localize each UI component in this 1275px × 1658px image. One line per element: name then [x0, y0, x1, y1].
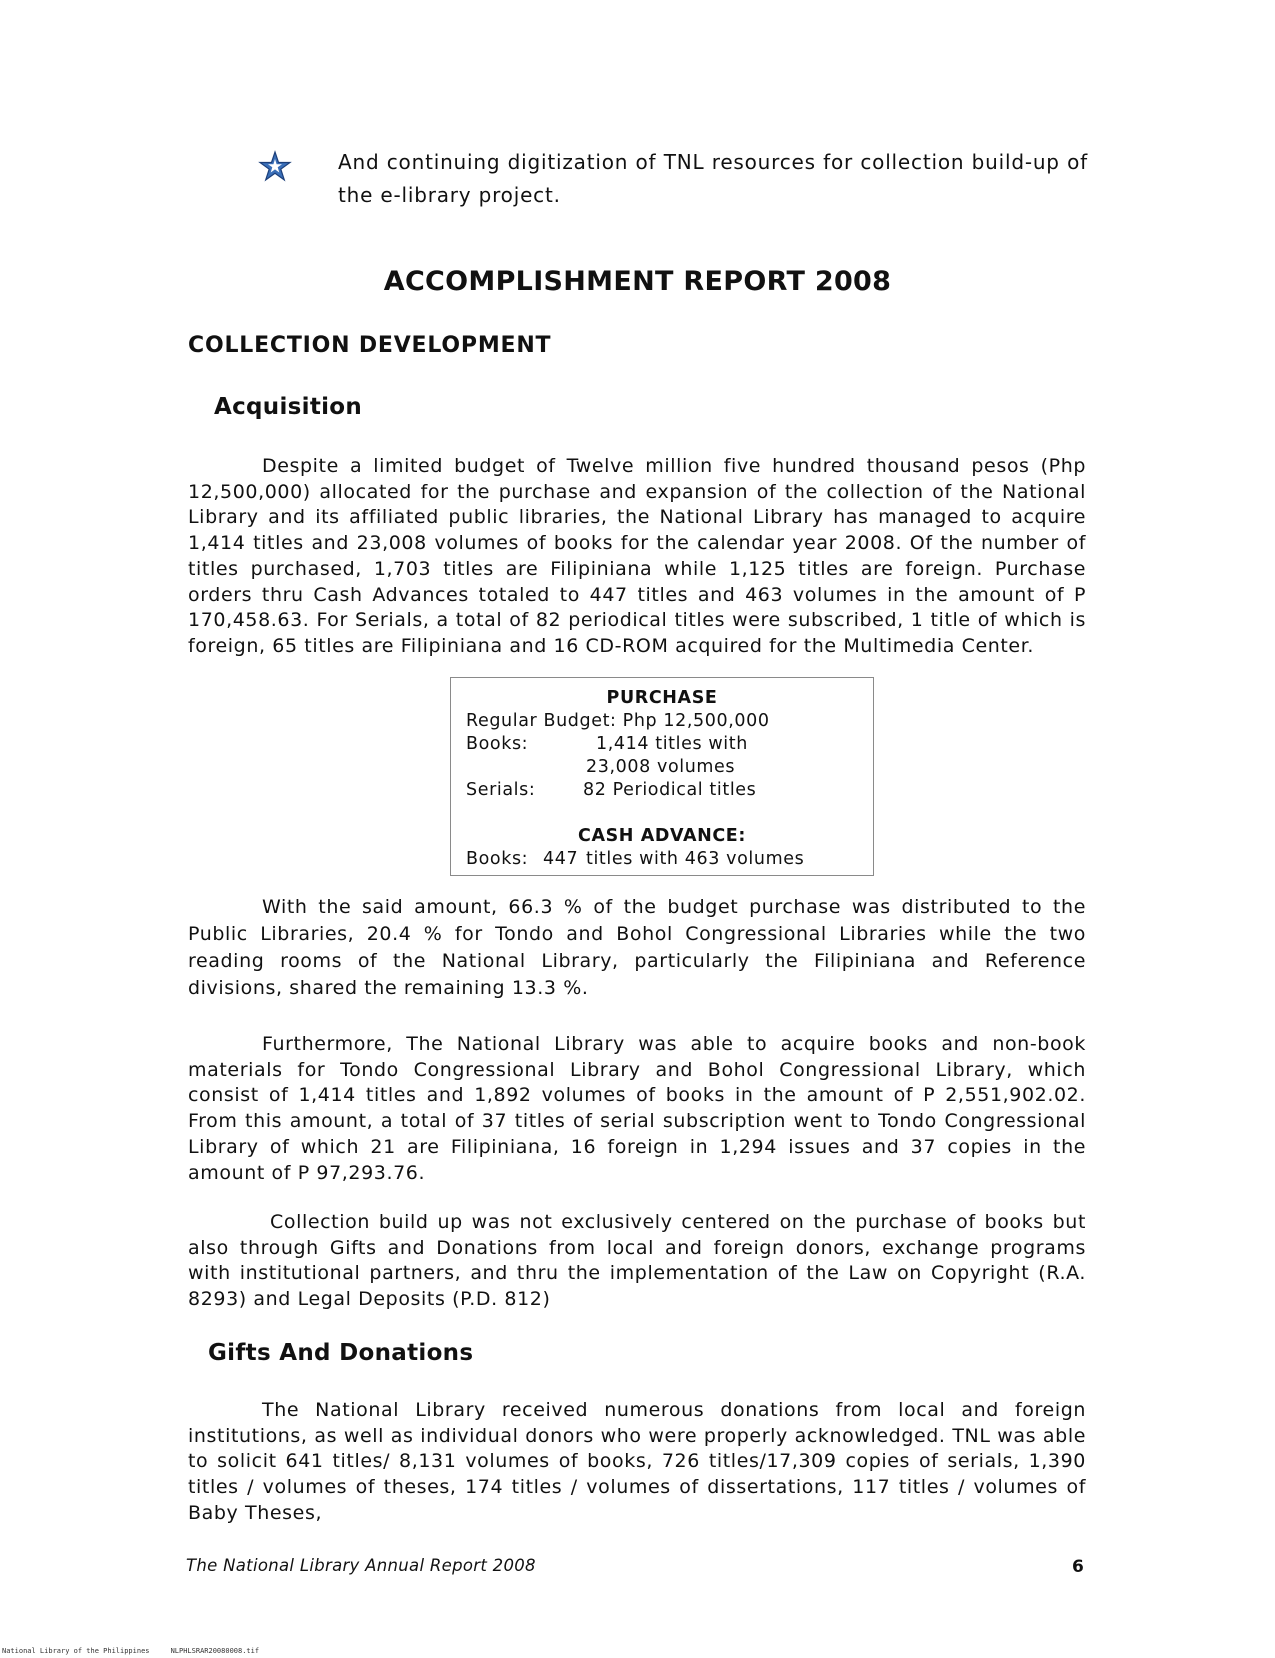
report-title: ACCOMPLISHMENT REPORT 2008 — [383, 266, 892, 297]
paragraph-text: Collection build up was not exclusively centered on the purchase of books but also through Gifts and Donations from local and foreign donors, exchange programs with institutional partners, and thru the implementation of the Law on Copyright (R.A. 8293) and Legal Deposits (P.D. 812) — [188, 1211, 1086, 1311]
cash-advance-title: CASH ADVANCE: — [578, 826, 746, 846]
gifts-heading: Gifts And Donations — [208, 1340, 474, 1366]
acquisition-heading: Acquisition — [214, 394, 363, 420]
paragraph-text: The National Library received numerous donations from local and foreign institutions, as well as individual donors who were properly acknowledged. TNL was able to solicit 641 titles/ 8,131 volumes of books, 726 titles/17,309 copies of serials, 1,390 titles / volumes of theses, 174 titles / volumes of dissertations, 117 titles / volumes of Baby Theses, — [188, 1399, 1086, 1524]
acquisition-paragraph-2 — [188, 894, 1086, 1002]
footer-publication: The National Library Annual Report 2008 — [186, 1556, 536, 1575]
purchase-title: PURCHASE — [606, 688, 718, 708]
purchase-summary-box — [450, 677, 874, 876]
books-label: Books: — [466, 734, 529, 754]
page-number: 6 — [1072, 1557, 1084, 1577]
section-title: COLLECTION DEVELOPMENT — [188, 333, 552, 358]
acquisition-paragraph-4 — [188, 1210, 1086, 1313]
paragraph-text: Furthermore, The National Library was able to acquire books and non-book materials for Tondo Congressional Library and Bohol Congressional Library, which consist of 1,414 titles and 1,892 volumes of books in the amount of P 2,551,902.02. From this amount, a total of 37 titles of serial subscription went to Tondo Congressional Library of which 21 are Filipiniana, 16 foreign in 1,294 issues and 37 copies in the amount of P 97,293.76. — [188, 1033, 1086, 1184]
cash-books-count: 447 — [543, 849, 579, 869]
cash-books-value: titles with 463 volumes — [586, 849, 805, 869]
star-icon — [258, 150, 292, 184]
regular-budget: Regular Budget: Php 12,500,000 — [466, 711, 770, 731]
bullet-text: And continuing digitization of TNL resources for collection build-up of the e-library project. — [338, 150, 1088, 207]
books-titles: 1,414 titles with — [596, 734, 748, 754]
books-volumes: 23,008 volumes — [586, 757, 736, 777]
serials-value: 82 Periodical titles — [583, 780, 757, 800]
acquisition-paragraph-3 — [188, 1032, 1086, 1186]
gifts-paragraph — [188, 1398, 1086, 1527]
cash-books-label: Books: — [466, 849, 529, 869]
paragraph-text: Despite a limited budget of Twelve million five hundred thousand pesos (Php 12,500,000) allocated for the purchase and expansion of the collection of the National Library and its affiliated public libraries, the National Library has managed to acquire 1,414 titles and 23,008 volumes of books for the calendar year 2008. Of the number of titles purchased, 1,703 titles are Filipiniana while 1,125 titles are foreign. Purchase orders thru Cash Advances totaled to 447 titles and 463 volumes in the amount of P 170,458.63. For Serials, a total of 82 periodical titles were subscribed, 1 title of which is foreign, 65 titles are Filipiniana and 16 CD-ROM acquired for the Multimedia Center. — [188, 455, 1086, 657]
serials-label: Serials: — [466, 780, 536, 800]
paragraph-text: With the said amount, 66.3 % of the budget purchase was distributed to the Public Libraries, 20.4 % for Tondo and Bohol Congressional Libraries while the two reading rooms of the National Library, particularly the Filipiniana and Reference divisions, shared the remaining 13.3 %. — [188, 896, 1086, 999]
acquisition-paragraph-1 — [188, 454, 1086, 660]
scan-stamp: National Library of the Philippines NLPHLSRAR20080008.tif — [2, 1647, 260, 1655]
